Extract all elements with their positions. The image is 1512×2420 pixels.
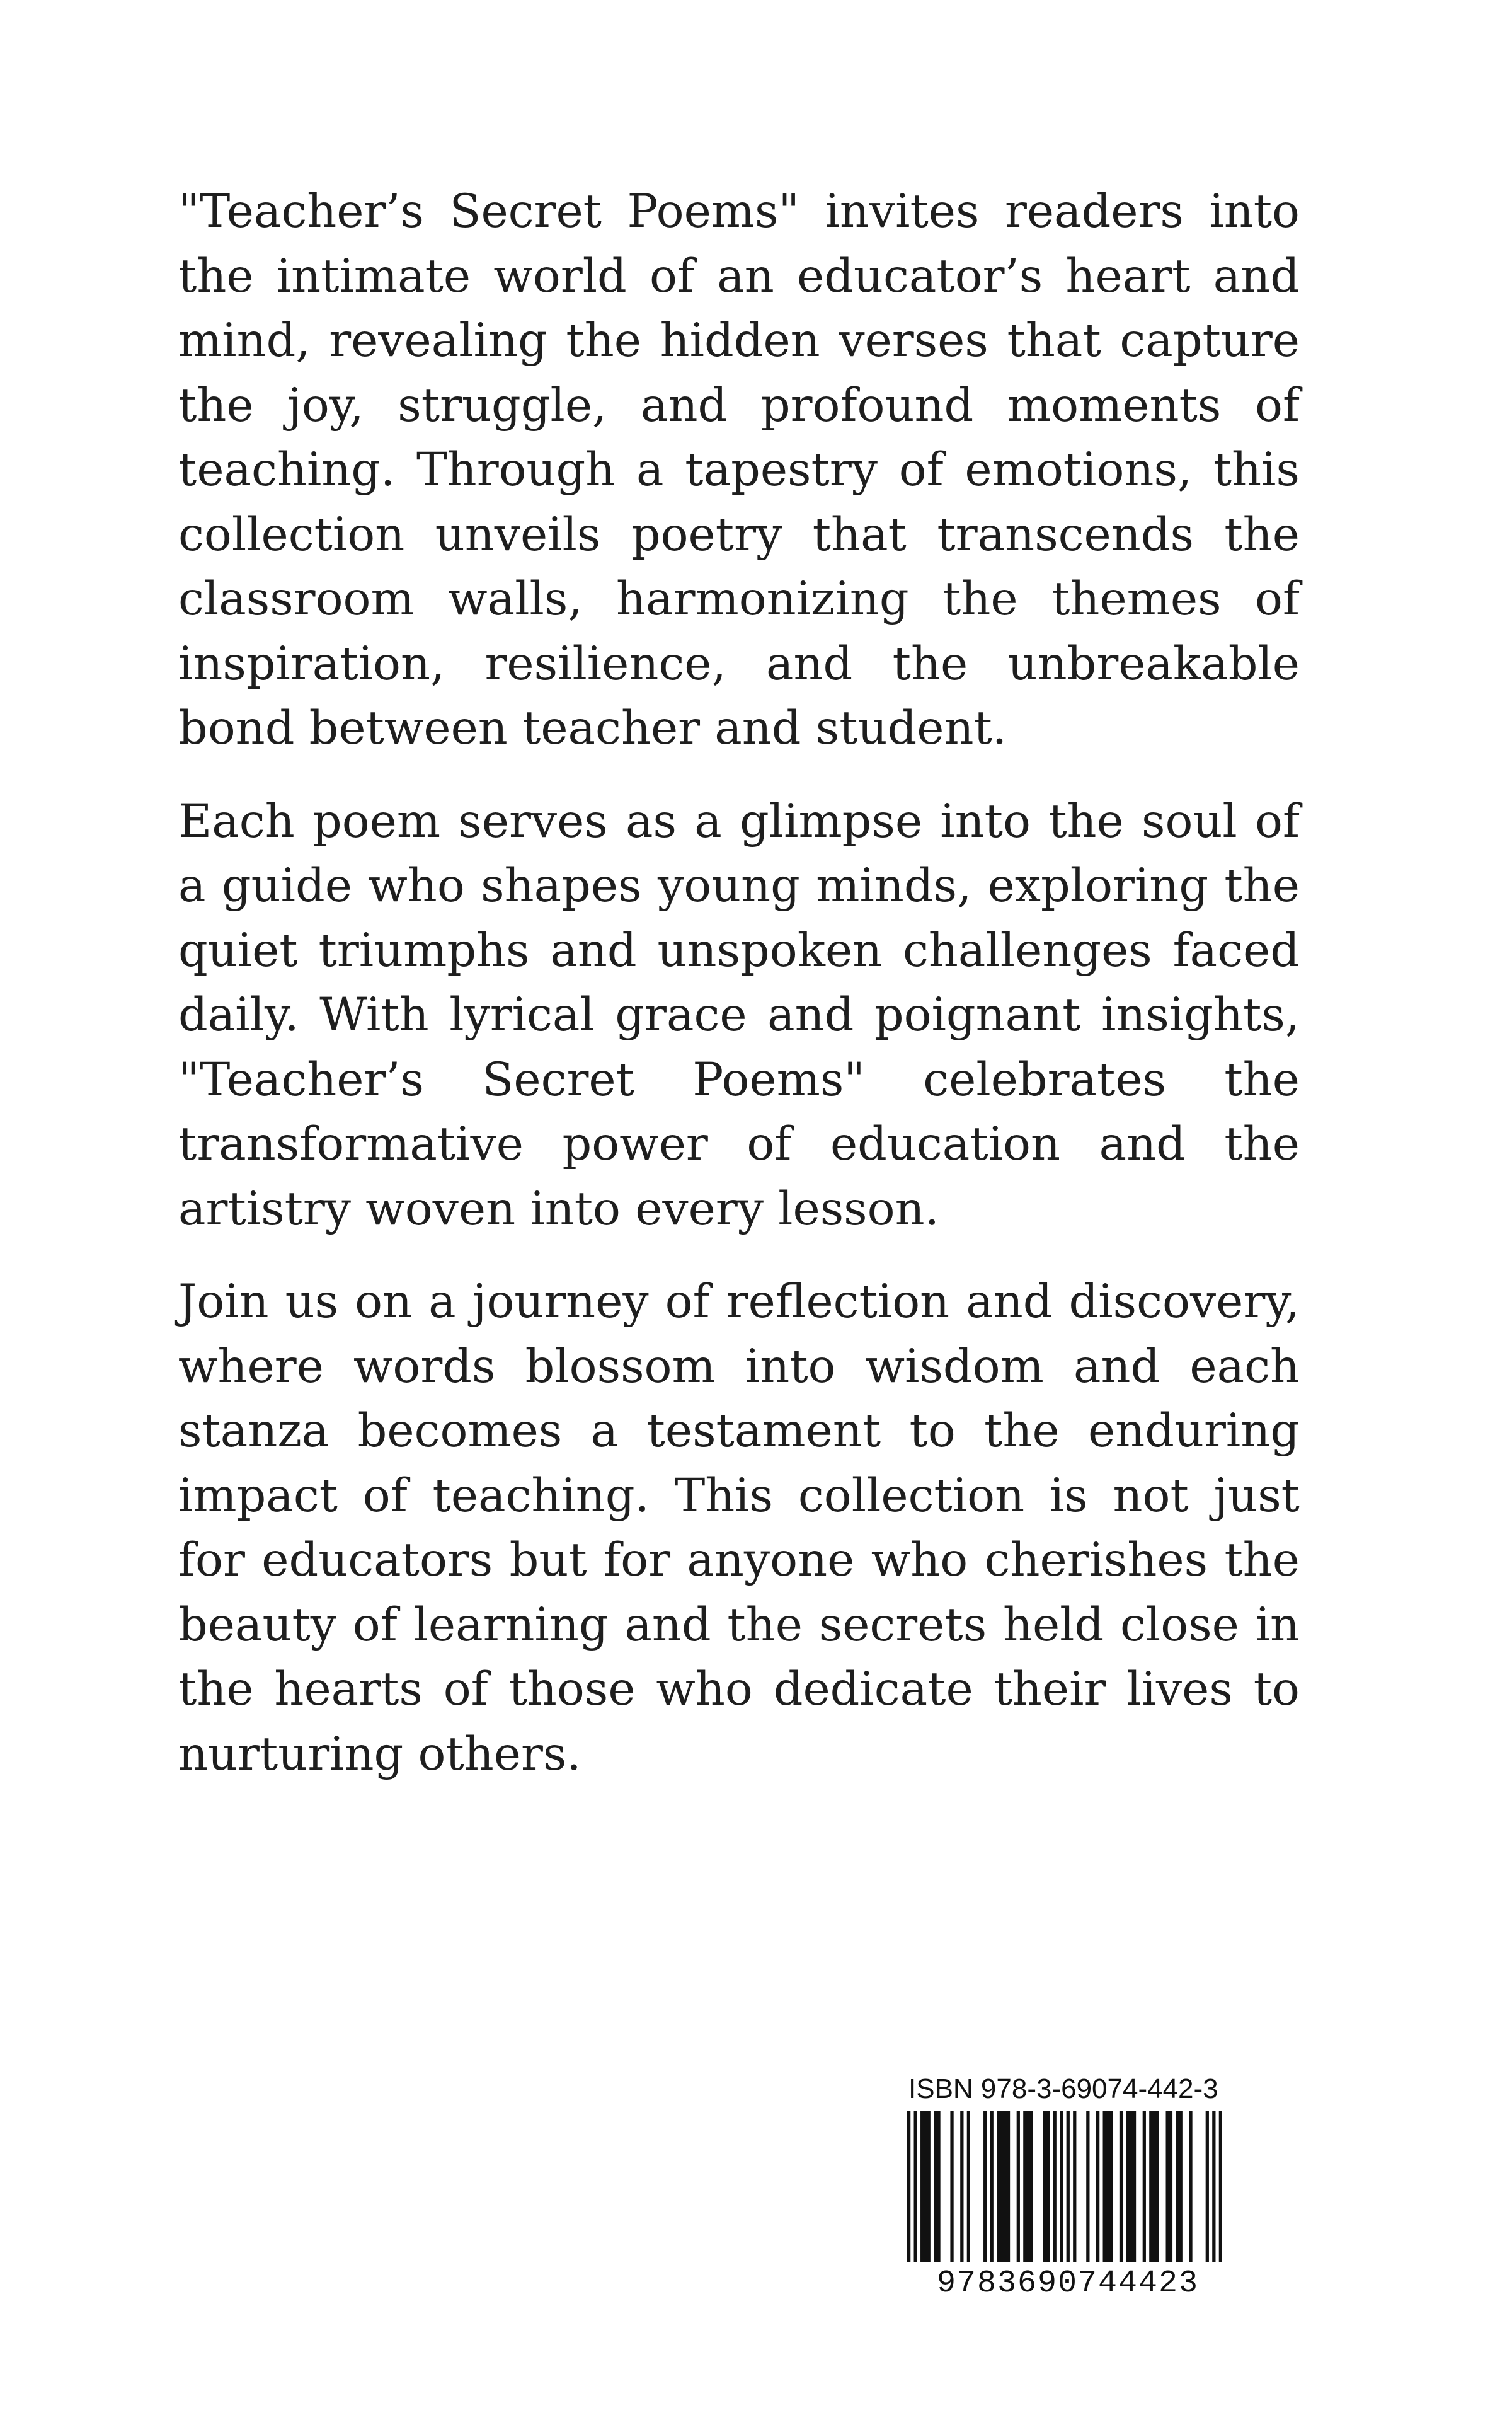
barcode-bar-13: [1043, 2111, 1050, 2262]
barcode-bar-23: [1143, 2111, 1146, 2262]
barcode-bar-17: [1073, 2111, 1076, 2262]
barcode-bar-1: [907, 2111, 910, 2262]
barcode-bar-6: [960, 2111, 963, 2262]
barcode-bar-26: [1176, 2111, 1183, 2262]
barcode-bar-9: [990, 2111, 994, 2262]
isbn-label: ISBN 978-3-69074-442-3: [908, 2073, 1218, 2104]
barcode-bar-12: [1023, 2111, 1033, 2262]
blurb-paragraph-1: "Teacher’s Secret Poems" invites readers into the intimate world of an educator’s heart and mind, revealing the hidden verses that capture the joy, struggle, and profound moments of teaching. Through a tapestry of emotions, this collection unveils poetry that transcends the classroom walls, harmonizing the themes of inspiration, resilience, and the unbreakable bond between teacher and student.: [178, 185, 1300, 755]
barcode-bar-11: [1017, 2111, 1020, 2262]
barcode-bar-30: [1219, 2111, 1222, 2262]
barcode-bar-22: [1126, 2111, 1136, 2262]
blurb-paragraph-2: Each poem serves as a glimpse into the soul of a guide who shapes young minds, exploring the quiet triumphs and unspoken challenges faced daily. With lyrical grace and poignant insights, "Teacher’s Secret Poems" celebrates the transformative power of education and the artistry woven into every lesson.: [178, 794, 1300, 1236]
barcode-bar-21: [1120, 2111, 1123, 2262]
barcode-bar-2: [914, 2111, 917, 2262]
isbn-barcode-block: [907, 2073, 1228, 2302]
barcode-bar-8: [983, 2111, 987, 2262]
barcode-bar-16: [1067, 2111, 1070, 2262]
barcode-bar-18: [1086, 2111, 1089, 2262]
barcode-bar-14: [1053, 2111, 1057, 2262]
barcode-bar-3: [920, 2111, 931, 2262]
ean-digits: 9783690744423: [936, 2266, 1200, 2302]
barcode-bar-15: [1060, 2111, 1063, 2262]
barcode-bar-19: [1096, 2111, 1099, 2262]
blurb-paragraph-3: Join us on a journey of reflection and discovery, where words blossom into wisdom and each stanza becomes a testament to the enduring impact of teaching. This collection is not just for educators but for anyone who cherishes the beauty of learning and the secrets held close in the hearts of those who dedicate their lives to nurturing others.: [178, 1275, 1300, 1781]
barcode-bar-10: [997, 2111, 1010, 2262]
barcode-image: [907, 2111, 1222, 2262]
barcode-bar-28: [1206, 2111, 1209, 2262]
blurb-text: [178, 180, 1300, 1815]
barcode-bar-25: [1166, 2111, 1173, 2262]
barcode-bar-24: [1149, 2111, 1159, 2262]
barcode-bar-4: [934, 2111, 941, 2262]
barcode-bar-29: [1212, 2111, 1215, 2262]
barcode-bar-7: [967, 2111, 970, 2262]
barcode-bar-27: [1189, 2111, 1192, 2262]
barcode-bar-20: [1103, 2111, 1113, 2262]
barcode-bar-5: [950, 2111, 953, 2262]
